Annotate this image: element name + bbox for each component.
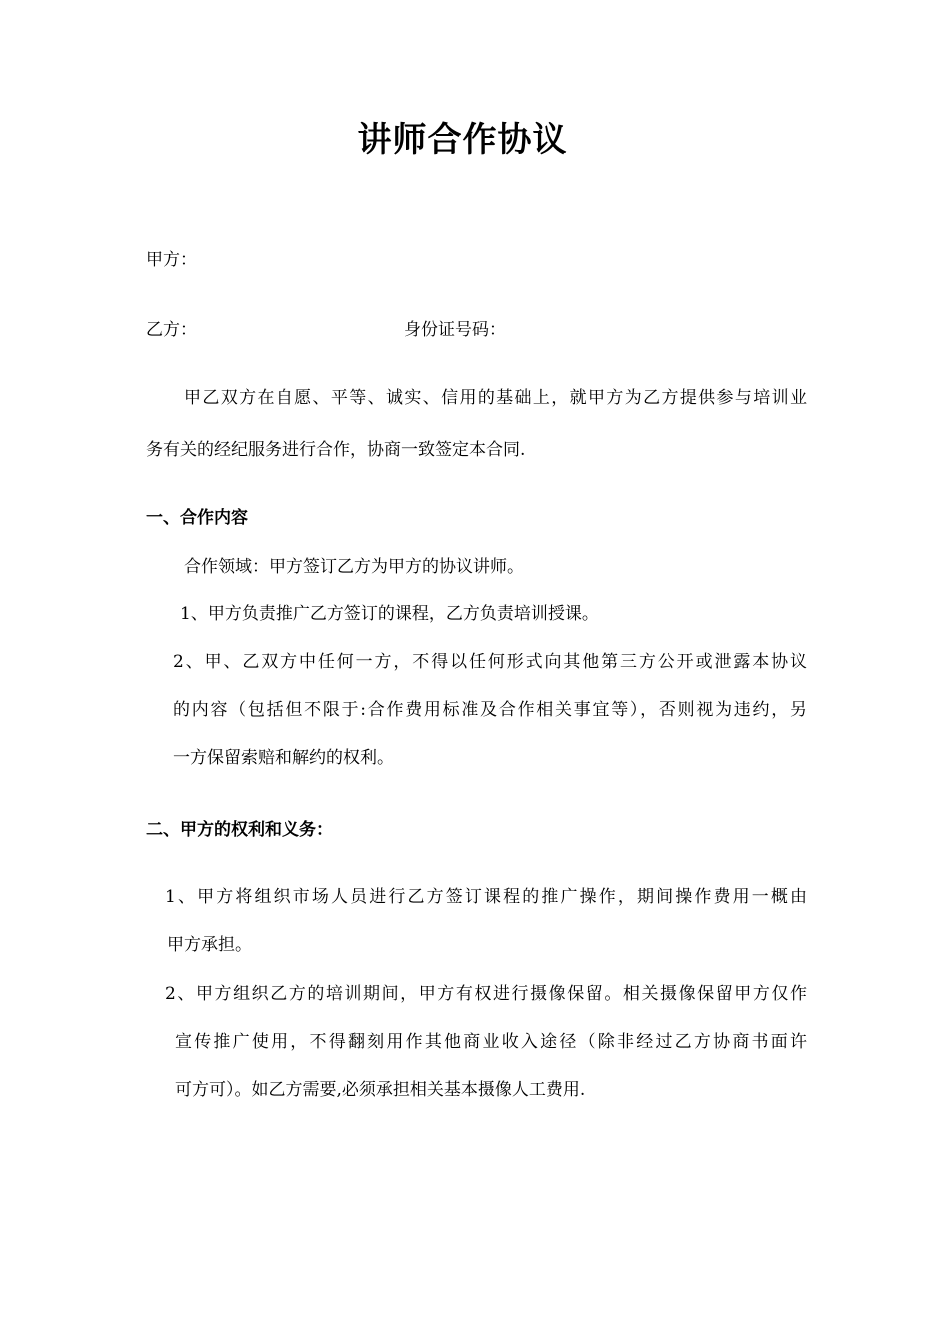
section-1-item-2-line-3: 一方保留索赔和解约的权利。 xyxy=(173,748,394,768)
id-number-label: 身份证号码： xyxy=(404,320,506,340)
document-title: 讲师合作协议 xyxy=(357,120,568,160)
party-a-label: 甲方： xyxy=(146,250,197,270)
section-2-item-2-line-3: 可方可）。如乙方需要,必须承担相关基本摄像人工费用. xyxy=(175,1080,586,1100)
section-2-heading: 二、甲方的权利和义务： xyxy=(146,820,333,840)
intro-line-1: 甲乙双方在自愿、平等、诚实、信用的基础上，就甲方为乙方提供参与培训业 xyxy=(184,388,807,408)
section-1-item-2-line-1: 2、甲、乙双方中任何一方，不得以任何形式向其他第三方公开或泄露本协议 xyxy=(173,652,807,672)
section-2-item-2-line-2: 宣传推广使用，不得翻刻用作其他商业收入途径（除非经过乙方协商书面许 xyxy=(175,1032,807,1052)
section-1-item-2-line-2: 的内容（包括但不限于:合作费用标准及合作相关事宜等），否则视为违约，另 xyxy=(173,700,807,720)
section-1-heading: 一、合作内容 xyxy=(146,508,248,528)
section-1-field: 合作领域：甲方签订乙方为甲方的协议讲师。 xyxy=(184,557,524,577)
section-1-item-1: 1、甲方负责推广乙方签订的课程，乙方负责培训授课。 xyxy=(180,604,599,624)
section-2-item-2-line-1: 2、甲方组织乙方的培训期间，甲方有权进行摄像保留。相关摄像保留甲方仅作 xyxy=(165,984,807,1004)
intro-line-2: 务有关的经纪服务进行合作，协商一致签定本合同. xyxy=(146,440,526,460)
section-2-item-1-line-1: 1、甲方将组织市场人员进行乙方签订课程的推广操作，期间操作费用一概由 xyxy=(165,887,807,907)
section-2-item-1-line-2: 甲方承担。 xyxy=(167,935,252,955)
party-b-label: 乙方： xyxy=(146,320,197,340)
